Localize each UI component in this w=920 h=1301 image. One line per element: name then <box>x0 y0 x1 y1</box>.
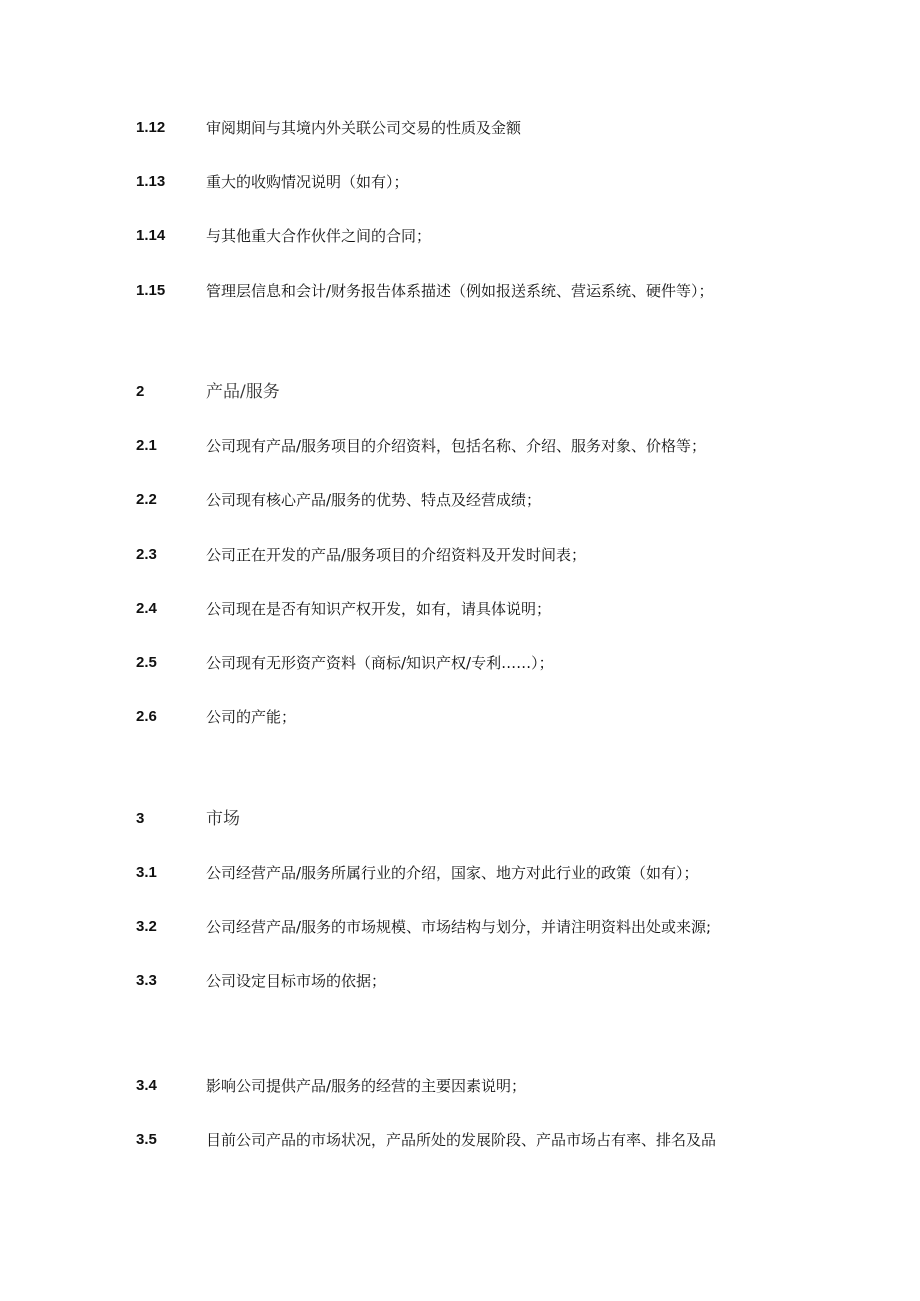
list-item <box>0 859 920 887</box>
item-text: 公司正在开发的产品/服务项目的介绍资料及开发时间表； <box>206 546 587 564</box>
item-number: 1.13 <box>136 173 166 190</box>
item-text: 与其他重大合作伙伴之间的合同； <box>206 227 432 245</box>
list-item <box>0 1126 920 1154</box>
list-item <box>0 541 920 569</box>
item-number: 2.3 <box>136 546 157 563</box>
item-number: 3.2 <box>136 918 157 935</box>
section-title: 产品/服务 <box>206 382 280 402</box>
item-text: 公司经营产品/服务的市场规模、市场结构与划分，并请注明资料出处或来源; <box>206 918 712 936</box>
item-text: 公司经营产品/服务所属行业的介绍，国家、地方对此行业的政策（如有）； <box>206 864 699 882</box>
item-number: 2.5 <box>136 654 157 671</box>
item-text: 公司设定目标市场的依据； <box>206 972 387 990</box>
section-heading <box>0 378 920 406</box>
list-item <box>0 486 920 514</box>
item-number: 1.12 <box>136 119 166 136</box>
item-text: 公司现有产品/服务项目的介绍资料，包括名称、介绍、服务对象、价格等； <box>206 437 707 455</box>
item-text: 公司现在是否有知识产权开发，如有，请具体说明； <box>206 600 552 618</box>
item-text: 影响公司提供产品/服务的经营的主要因素说明； <box>206 1077 527 1095</box>
item-number: 3.1 <box>136 864 157 881</box>
item-text: 审阅期间与其境内外关联公司交易的性质及金额 <box>206 119 522 137</box>
list-item <box>0 432 920 460</box>
item-number: 3.4 <box>136 1077 157 1094</box>
item-number: 1.15 <box>136 282 166 299</box>
item-text: 公司现有核心产品/服务的优势、特点及经营成绩； <box>206 491 542 509</box>
list-item <box>0 277 920 305</box>
list-item <box>0 967 920 995</box>
item-number: 1.14 <box>136 227 166 244</box>
list-item <box>0 913 920 941</box>
list-item <box>0 168 920 196</box>
list-item <box>0 222 920 250</box>
item-text: 公司现有无形资产资料（商标/知识产权/专利……）； <box>206 654 554 672</box>
list-item <box>0 1072 920 1100</box>
item-number: 2.6 <box>136 708 157 725</box>
item-text: 公司的产能； <box>206 708 297 726</box>
item-number: 2.4 <box>136 600 157 617</box>
list-item <box>0 703 920 731</box>
item-number: 2.2 <box>136 491 157 508</box>
item-number: 3.5 <box>136 1131 157 1148</box>
item-text: 目前公司产品的市场状况，产品所处的发展阶段、产品市场占有率、排名及品 <box>206 1131 717 1149</box>
section-number: 2 <box>136 383 145 400</box>
section-heading <box>0 805 920 833</box>
item-number: 2.1 <box>136 437 157 454</box>
item-number: 3.3 <box>136 972 157 989</box>
list-item <box>0 649 920 677</box>
list-item <box>0 114 920 142</box>
section-number: 3 <box>136 810 145 827</box>
section-title: 市场 <box>206 809 240 829</box>
item-text: 重大的收购情况说明（如有）； <box>206 173 409 191</box>
list-item <box>0 595 920 623</box>
item-text: 管理层信息和会计/财务报告体系描述（例如报送系统、营运系统、硬件等）； <box>206 282 714 300</box>
